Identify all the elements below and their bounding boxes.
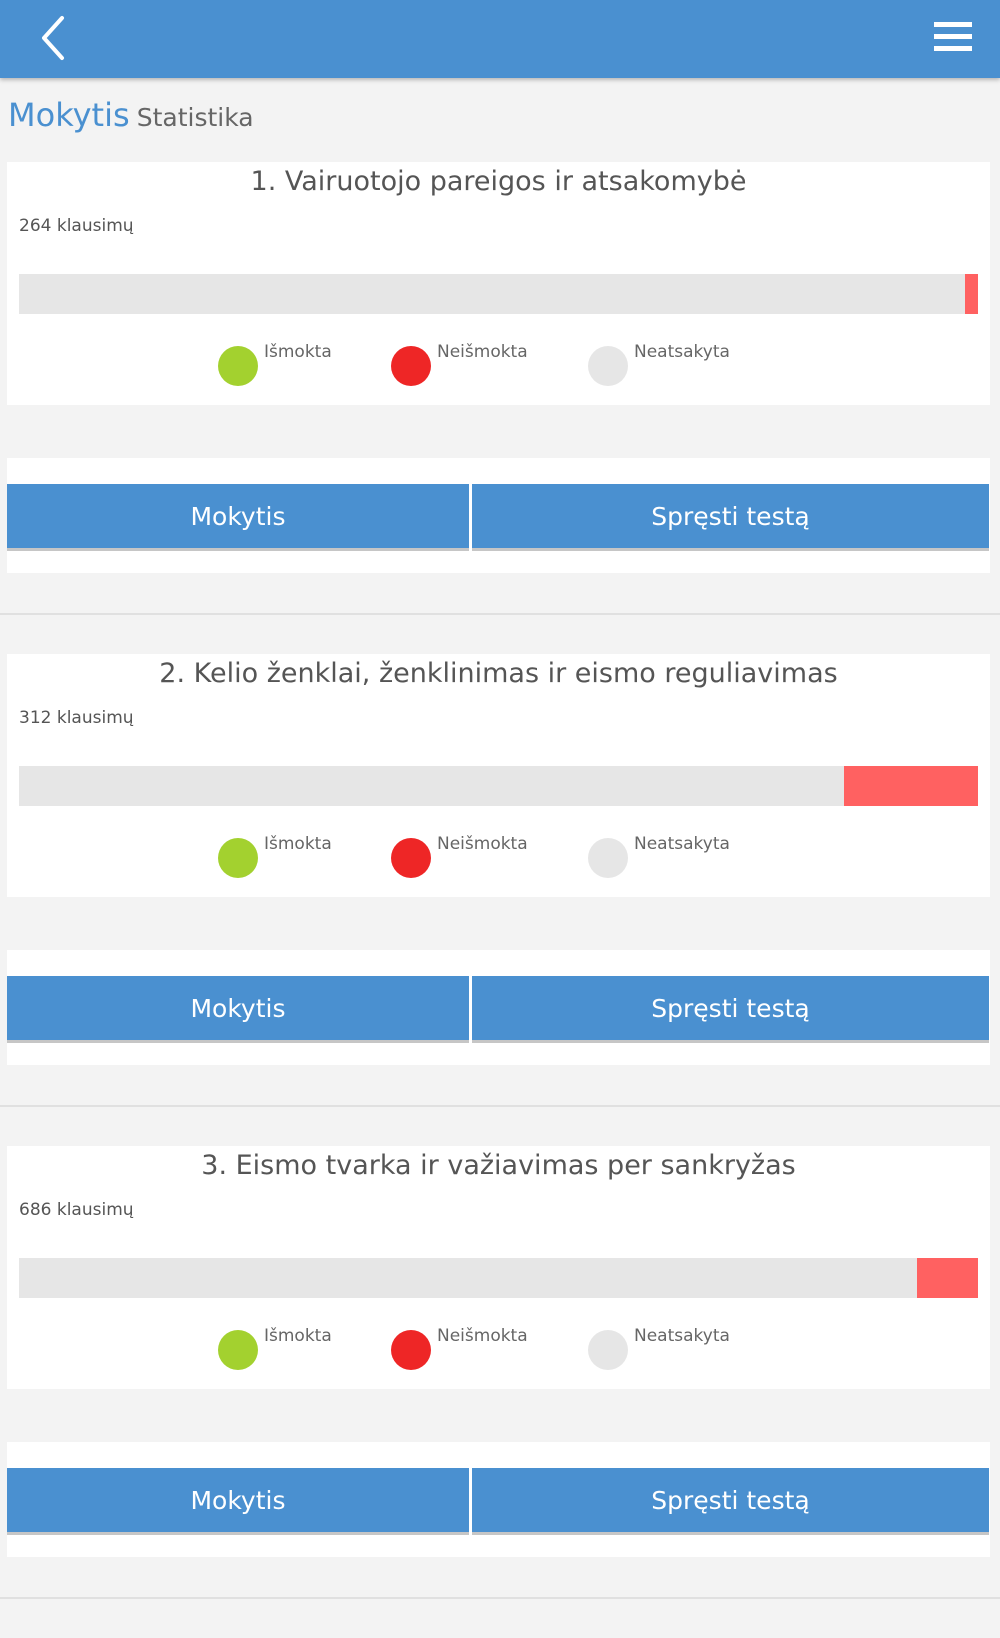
question-count: 312 klausimų	[19, 708, 134, 728]
page-title: Mokytis	[8, 96, 130, 134]
learn-button[interactable]: Mokytis	[7, 1468, 469, 1532]
topic-section	[0, 1146, 1000, 1638]
unlearned-dot-icon	[391, 346, 431, 386]
progress-unlearned-fill	[965, 274, 978, 314]
progress-bar	[19, 274, 978, 314]
legend-learned-label: Išmokta	[264, 834, 332, 854]
hamburger-menu-icon	[926, 18, 980, 58]
progress-bar	[19, 766, 978, 806]
page-heading	[8, 96, 254, 140]
learned-dot-icon	[218, 838, 258, 878]
topic-title: 3. Eismo tvarka ir važiavimas per sankryžas	[201, 1150, 796, 1181]
question-count: 686 klausimų	[19, 1200, 134, 1220]
progress-unlearned-fill	[917, 1258, 978, 1298]
legend-unlearned-label: Neišmokta	[437, 834, 528, 854]
legend-learned-label: Išmokta	[264, 1326, 332, 1346]
topic-title: 2. Kelio ženklai, ženklinimas ir eismo reguliavimas	[159, 658, 838, 689]
learned-dot-icon	[218, 346, 258, 386]
take-test-button[interactable]: Spręsti testą	[472, 484, 989, 548]
legend-unanswered-label: Neatsakyta	[634, 1326, 730, 1346]
legend-unanswered-label: Neatsakyta	[634, 834, 730, 854]
topic-card	[7, 162, 990, 405]
topic-section	[0, 162, 1000, 654]
progress-bar	[19, 1258, 978, 1298]
unanswered-dot-icon	[588, 346, 628, 386]
chevron-left-icon	[30, 12, 80, 64]
top-app-bar	[0, 0, 1000, 78]
legend-unlearned-label: Neišmokta	[437, 1326, 528, 1346]
topic-title: 1. Vairuotojo pareigos ir atsakomybė	[250, 166, 747, 197]
legend-unlearned-label: Neišmokta	[437, 342, 528, 362]
menu-button[interactable]	[926, 18, 980, 58]
unanswered-dot-icon	[588, 1330, 628, 1370]
learn-button[interactable]: Mokytis	[7, 976, 469, 1040]
take-test-button[interactable]: Spręsti testą	[472, 976, 989, 1040]
unlearned-dot-icon	[391, 1330, 431, 1370]
page-subtitle: Statistika	[136, 103, 254, 132]
back-button[interactable]	[30, 12, 80, 64]
legend-unanswered-label: Neatsakyta	[634, 342, 730, 362]
legend-learned-label: Išmokta	[264, 342, 332, 362]
section-divider	[0, 1597, 1000, 1599]
action-bar	[7, 950, 990, 1065]
progress-unlearned-fill	[844, 766, 978, 806]
unanswered-dot-icon	[588, 838, 628, 878]
question-count: 264 klausimų	[19, 216, 134, 236]
topic-section	[0, 654, 1000, 1146]
take-test-button[interactable]: Spręsti testą	[472, 1468, 989, 1532]
action-bar	[7, 458, 990, 573]
section-divider	[0, 613, 1000, 615]
learned-dot-icon	[218, 1330, 258, 1370]
section-divider	[0, 1105, 1000, 1107]
unlearned-dot-icon	[391, 838, 431, 878]
topic-card	[7, 1146, 990, 1389]
action-bar	[7, 1442, 990, 1557]
topic-card	[7, 654, 990, 897]
learn-button[interactable]: Mokytis	[7, 484, 469, 548]
